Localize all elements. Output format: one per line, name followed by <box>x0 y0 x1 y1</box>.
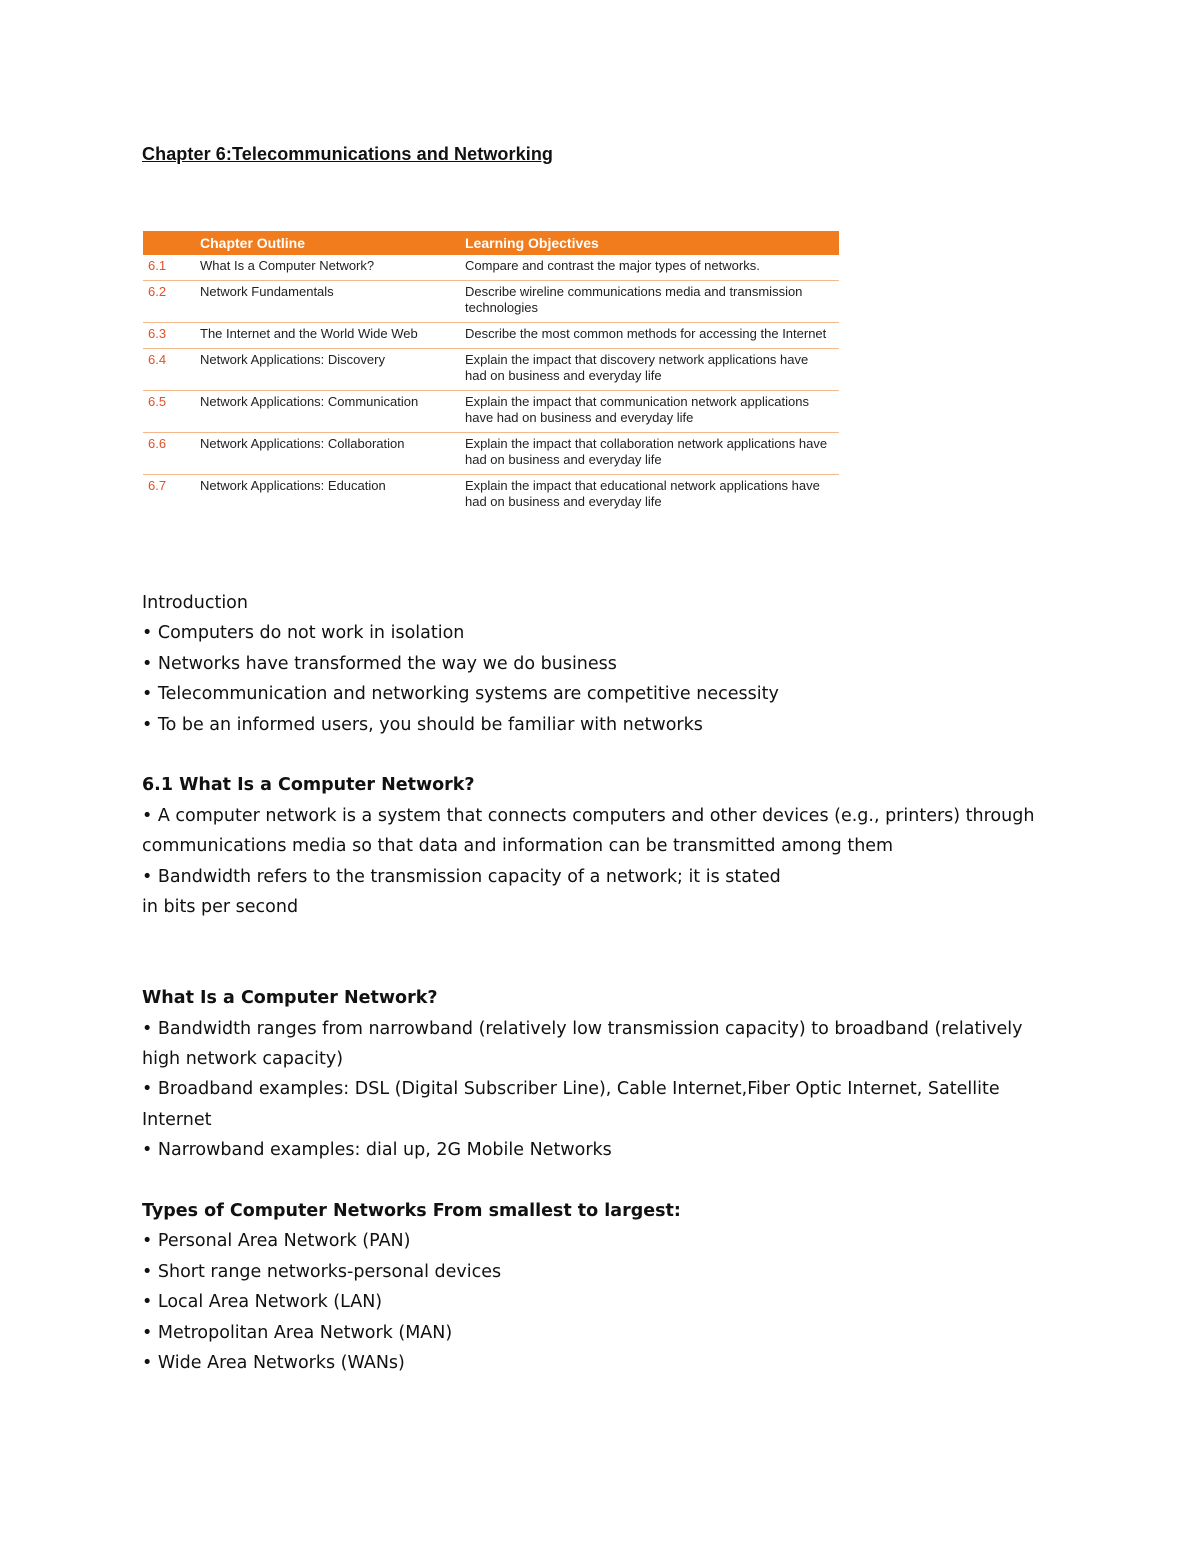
table-row <box>143 349 839 391</box>
paragraph-line: communications media so that data and information can be transmitted among them <box>142 836 894 857</box>
row-outline: The Internet and the World Wide Web <box>200 323 465 349</box>
document-body <box>142 588 1042 1379</box>
section-heading-6-1: 6.1 What Is a Computer Network? <box>142 775 475 796</box>
section-heading-network-types: Types of Computer Networks From smallest to largest: <box>142 1201 681 1222</box>
row-outline: Network Applications: Discovery <box>200 349 465 391</box>
paragraph-line: in bits per second <box>142 897 299 918</box>
chapter-outline-table <box>143 231 839 516</box>
table-row <box>143 323 839 349</box>
table-row <box>143 391 839 433</box>
header-learning-objectives: Learning Objectives <box>465 231 839 255</box>
spacer <box>142 740 1042 770</box>
paragraph-line: • Narrowband examples: dial up, 2G Mobile Networks <box>142 1140 612 1161</box>
row-objective: Explain the impact that discovery network applications have had on business and everyday life <box>465 349 839 391</box>
row-objective: Compare and contrast the major types of networks. <box>465 255 839 281</box>
row-outline: Network Applications: Communication <box>200 391 465 433</box>
row-objective: Explain the impact that educational network applications have had on business and everyday life <box>465 478 820 509</box>
row-objective: Explain the impact that communication network applications have had on business and everyday life <box>465 391 839 433</box>
paragraph-line: • Bandwidth ranges from narrowband (relatively low transmission capacity) to broadband (relatively <box>142 1018 1023 1039</box>
list-item: • Personal Area Network (PAN) <box>142 1231 411 1252</box>
list-item: • Short range networks-personal devices <box>142 1261 502 1282</box>
table-row <box>143 255 839 281</box>
paragraph-line: • A computer network is a system that connects computers and other devices (e.g., printers) through <box>142 805 1035 826</box>
row-objective: Explain the impact that collaboration network applications have had on business and everyday life <box>465 433 839 475</box>
intro-bullet: • Computers do not work in isolation <box>142 623 465 644</box>
row-number: 6.2 <box>143 281 200 323</box>
row-number: 6.4 <box>143 349 200 391</box>
section-heading-computer-network: What Is a Computer Network? <box>142 988 438 1009</box>
row-number: 6.1 <box>143 255 200 281</box>
spacer <box>142 922 1042 983</box>
paragraph-line: high network capacity) <box>142 1049 344 1070</box>
spacer <box>142 1166 1042 1196</box>
row-outline: What Is a Computer Network? <box>200 255 465 281</box>
row-number: 6.6 <box>143 433 200 475</box>
row-outline: Network Applications: Collaboration <box>200 433 465 475</box>
intro-bullet: • Networks have transformed the way we do business <box>142 653 617 674</box>
table-row <box>143 475 839 517</box>
list-item: • Local Area Network (LAN) <box>142 1292 383 1313</box>
header-num <box>143 231 200 255</box>
row-number: 6.3 <box>143 323 200 349</box>
table-row <box>143 433 839 475</box>
intro-bullet: • To be an informed users, you should be familiar with networks <box>142 714 703 735</box>
row-objective: Describe wireline communications media and transmission technologies <box>465 281 839 323</box>
paragraph-line: • Broadband examples: DSL (Digital Subscriber Line), Cable Internet,Fiber Optic Internet, Satellite <box>142 1079 1000 1100</box>
intro-heading: Introduction <box>142 593 248 613</box>
list-item: • Metropolitan Area Network (MAN) <box>142 1322 453 1343</box>
table-row <box>143 281 839 323</box>
row-number: 6.5 <box>143 391 200 433</box>
row-objective: Describe the most common methods for accessing the Internet <box>465 323 839 349</box>
list-item: • Wide Area Networks (WANs) <box>142 1353 405 1374</box>
row-number: 6.7 <box>148 478 167 493</box>
row-outline: Network Fundamentals <box>200 281 465 323</box>
header-chapter-outline: Chapter Outline <box>200 231 465 255</box>
paragraph-line: Internet <box>142 1109 212 1130</box>
paragraph-line: • Bandwidth refers to the transmission capacity of a network; it is stated <box>142 866 781 887</box>
table-header-row <box>143 231 839 255</box>
row-outline: Network Applications: Education <box>200 478 386 493</box>
intro-bullet: • Telecommunication and networking systems are competitive necessity <box>142 684 779 705</box>
chapter-title: Chapter 6:Telecommunications and Networking <box>142 144 554 164</box>
